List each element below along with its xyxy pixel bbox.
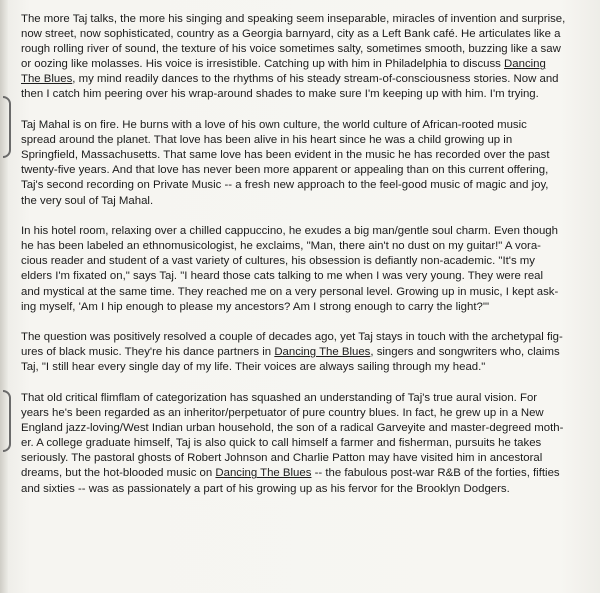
- text-line: [21, 406, 593, 421]
- text-run: cious reader and student of a vast variety of cultures, his obsession is defiantly non-academic. "It's my: [21, 255, 535, 268]
- paragraph: [21, 391, 593, 497]
- text-run: dreams, but the hot-blooded music on: [21, 467, 216, 480]
- text-run: -- the fabulous post-war R&B of the forties, fifties: [311, 467, 560, 480]
- text-run: Taj, "I still hear every single day of my life. Their voices are always sailing through my head.": [21, 361, 486, 374]
- text-run: spread around the planet. That love has been alive in his heart since he was a child growing up in: [21, 134, 513, 147]
- paragraph: [21, 12, 593, 103]
- text-run: , singers and songwriters who, claims: [370, 346, 560, 359]
- text-line: [21, 57, 593, 72]
- text-run: er. A college graduate himself, Taj is also quick to call himself a farmer and fisherman, pursuits he takes: [21, 437, 542, 450]
- text-line: [21, 285, 593, 300]
- text-run: The question was positively resolved a couple of decades ago, yet Taj stays in touch with the archetypal fig-: [21, 331, 563, 344]
- text-run: seriously. The pastoral ghosts of Robert Johnson and Charlie Patton may have visited him in ancestoral: [21, 452, 543, 465]
- text-run: ures of black music. They're his dance partners in: [21, 346, 275, 359]
- text-line: [21, 133, 593, 148]
- text-run: now street, now sophisticated, country as a Georgia barnyard, city as a Left Bank café. He articulates like a: [21, 28, 561, 41]
- album-title: The Blues: [21, 73, 73, 86]
- text-line: [21, 451, 593, 466]
- text-run: rough rolling river of sound, the texture of his voice sometimes salty, sometimes smooth, buzzing like a saw: [21, 43, 561, 56]
- text-line: [21, 254, 593, 269]
- text-line: [21, 194, 593, 209]
- text-run: the very soul of Taj Mahal.: [21, 194, 154, 207]
- text-run: Taj's second recording on Private Music -- a fresh new approach to the feel-good music of magic and joy,: [21, 179, 549, 192]
- text-line: [21, 239, 593, 254]
- text-run: The more Taj talks, the more his singing and speaking seem inseparable, miracles of invention and surprise,: [21, 13, 566, 25]
- text-run: elders I'm fixated on," says Taj. "I heard those cats talking to me when I was very young. They were real: [21, 270, 544, 283]
- binding-edge: [0, 0, 8, 593]
- text-run: , my mind readily dances to the rhythms of his steady stream-of-consciousness stories. Now and: [72, 73, 559, 86]
- text-line: [21, 360, 593, 375]
- staple-bottom: [3, 390, 11, 452]
- text-run: then I catch him peering over his wrap-around shades to make sure I'm keeping up with him. I'm trying.: [21, 88, 539, 101]
- text-run: England jazz-loving/West Indian urban household, the son of a radical Garveyite and master-degreed moth-: [21, 422, 564, 435]
- article-text: [21, 12, 593, 512]
- text-run: and sixties -- was as passionately a part of his growing up as his fervor for the Brooklyn Dodgers.: [21, 482, 510, 495]
- text-line: [21, 300, 593, 315]
- text-run: or oozing like molasses. His voice is irresistible. Catching up with him in Philadelphia to discuss: [21, 58, 505, 71]
- text-line: [21, 391, 593, 406]
- album-title: Dancing The Blues: [215, 467, 312, 480]
- text-line: [21, 148, 593, 163]
- text-run: twenty-five years. And that love has never been more apparent or appealing than on this current offering,: [21, 164, 549, 177]
- text-line: [21, 224, 593, 239]
- paragraph: [21, 118, 593, 209]
- text-line: [21, 345, 593, 360]
- text-line: [21, 163, 593, 178]
- album-title: Dancing The Blues: [274, 346, 371, 359]
- text-run: ing myself, 'Am I hip enough to please my ancestors? Am I strong enough to carry the light?'": [21, 300, 490, 313]
- text-line: [21, 421, 593, 436]
- paragraph: [21, 330, 593, 375]
- text-run: and mystical at the same time. They reached me on a very personal level. Growing up in music, I kept ask-: [21, 285, 559, 298]
- text-run: years he's been regarded as an inheritor/perpetuator of pure country blues. In fact, he grew up in a New: [21, 407, 544, 420]
- text-line: [21, 72, 593, 87]
- text-run: That old critical flimflam of categorization has squashed an understanding of Taj's true aural vision. For: [21, 391, 538, 404]
- text-line: [21, 42, 593, 57]
- text-line: [21, 436, 593, 451]
- text-run: Taj Mahal is on fire. He burns with a love of his own culture, the world culture of African-rooted music: [21, 119, 527, 132]
- text-run: Springfield, Massachusetts. That same love has been evident in the music he has recorded over the past: [21, 149, 550, 162]
- text-line: [21, 178, 593, 193]
- text-line: [21, 27, 593, 42]
- staple-top: [3, 96, 11, 158]
- text-line: [21, 118, 593, 133]
- text-run: he has been labeled an ethnomusicologist, he exclaims, "Man, there ain't no dust on my guitar!" A vora-: [21, 240, 541, 253]
- text-line: [21, 330, 593, 345]
- album-title: Dancing: [504, 58, 546, 71]
- text-line: [21, 482, 593, 497]
- text-line: [21, 269, 593, 284]
- text-line: [21, 12, 593, 27]
- text-line: [21, 466, 593, 481]
- paragraph: [21, 224, 593, 315]
- text-line: [21, 87, 593, 102]
- text-run: In his hotel room, relaxing over a chilled cappuccino, he exudes a big man/gentle soul charm. Even though: [21, 225, 558, 238]
